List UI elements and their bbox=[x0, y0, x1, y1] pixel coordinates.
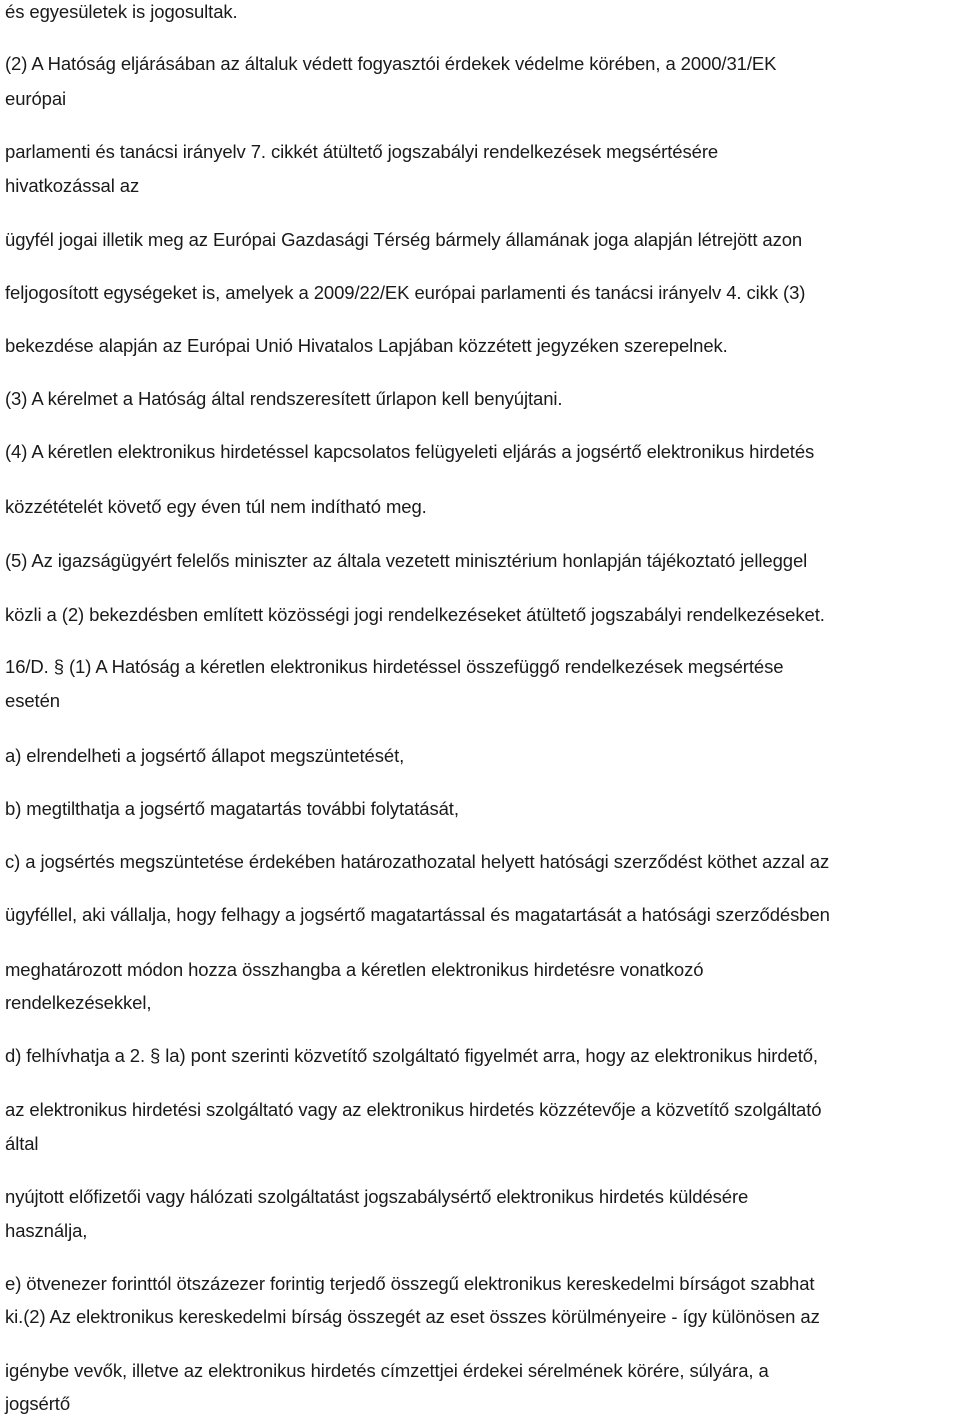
text-line: jogsértő bbox=[5, 1393, 71, 1414]
text-line: hivatkozással az bbox=[5, 175, 140, 196]
text-line: igénybe vevők, illetve az elektronikus hirdetés címzettjei érdekei sérelmének körére, súlyára, a bbox=[5, 1360, 769, 1381]
text-line: ki.(2) Az elektronikus kereskedelmi bírság összegét az eset összes körülményeire - így különösen az bbox=[5, 1306, 820, 1327]
text-line: meghatározott módon hozza összhangba a kéretlen elektronikus hirdetésre vonatkozó bbox=[5, 959, 704, 980]
text-line: (4) A kéretlen elektronikus hirdetéssel kapcsolatos felügyeleti eljárás a jogsértő elektronikus hirdetés bbox=[5, 441, 815, 462]
text-line: (5) Az igazságügyért felelős miniszter az általa vezetett minisztérium honlapján tájékoztató jelleggel bbox=[5, 550, 808, 571]
text-line: által bbox=[5, 1133, 39, 1154]
text-line: európai bbox=[5, 88, 67, 109]
text-line: (3) A kérelmet a Hatóság által rendszeresített űrlapon kell benyújtani. bbox=[5, 388, 563, 409]
text-line: parlamenti és tanácsi irányelv 7. cikkét átültető jogszabályi rendelkezések megsértésére bbox=[5, 141, 719, 162]
text-line: közli a (2) bekezdésben említett közösségi jogi rendelkezéseket átültető jogszabályi rendelkezéseket. bbox=[5, 604, 825, 625]
text-line: a) elrendelheti a jogsértő állapot megszüntetését, bbox=[5, 745, 405, 766]
text-line: feljogosított egységeket is, amelyek a 2009/22/EK európai parlamenti és tanácsi irányelv 4. cikk (3) bbox=[5, 282, 806, 303]
text-line: ügyféllel, aki vállalja, hogy felhagy a jogsértő magatartással és magatartását a hatósági szerződésben bbox=[5, 904, 830, 925]
text-line: és egyesületek is jogosultak. bbox=[5, 1, 238, 22]
text-line: közzétételét követő egy éven túl nem indítható meg. bbox=[5, 496, 427, 517]
text-line: rendelkezésekkel, bbox=[5, 992, 152, 1013]
text-line: e) ötvenezer forinttól ötszázezer forintig terjedő összegű elektronikus kereskedelmi bírságot szabhat bbox=[5, 1273, 815, 1294]
text-line: b) megtilthatja a jogsértő magatartás további folytatását, bbox=[5, 798, 459, 819]
text-line: esetén bbox=[5, 690, 60, 711]
text-line: bekezdése alapján az Európai Unió Hivatalos Lapjában közzétett jegyzéken szerepelnek. bbox=[5, 335, 728, 356]
text-line: az elektronikus hirdetési szolgáltató vagy az elektronikus hirdetés közzétevője a közvetítő szolgáltató bbox=[5, 1099, 822, 1120]
text-line: 16/D. § (1) A Hatóság a kéretlen elektronikus hirdetéssel összefüggő rendelkezések megsértése bbox=[5, 656, 784, 677]
text-line: d) felhívhatja a 2. § la) pont szerinti közvetítő szolgáltató figyelmét arra, hogy az elektronikus hirdető, bbox=[5, 1045, 818, 1066]
text-line: (2) A Hatóság eljárásában az általuk védett fogyasztói érdekek védelme körében, a 2000/31/EK bbox=[5, 53, 777, 74]
text-line: c) a jogsértés megszüntetése érdekében határozathozatal helyett hatósági szerződést köthet azzal az bbox=[5, 851, 830, 872]
text-line: nyújtott előfizetői vagy hálózati szolgáltatást jogszabálysértő elektronikus hirdetés küldésére bbox=[5, 1186, 749, 1207]
text-line: használja, bbox=[5, 1220, 88, 1241]
text-line: ügyfél jogai illetik meg az Európai Gazdasági Térség bármely államának joga alapján létrejött azon bbox=[5, 229, 803, 250]
